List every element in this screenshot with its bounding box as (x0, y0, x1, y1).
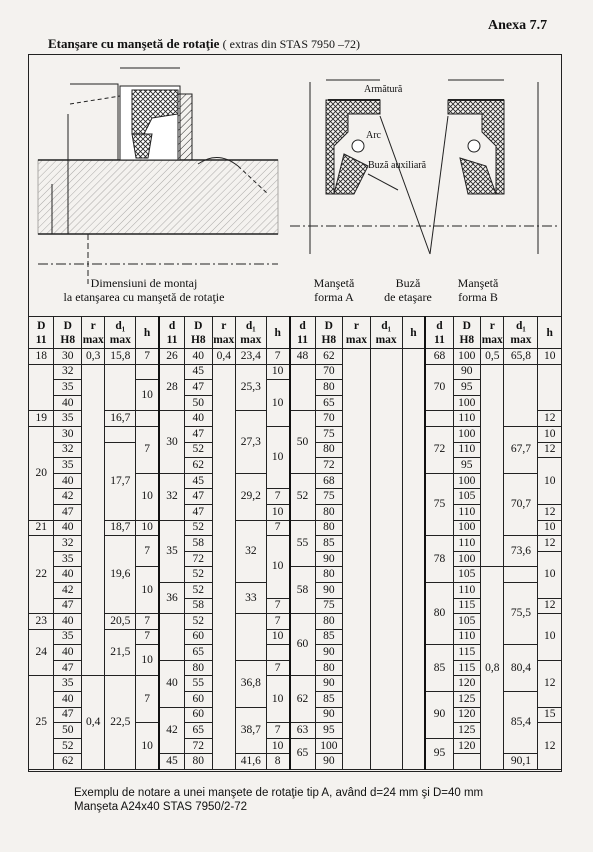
g4-DH-cell (453, 754, 481, 770)
label-arc: Arc (366, 130, 381, 141)
th-d1-4: d₁ max (504, 317, 538, 349)
title-sub: ( extras din STAS 7950 –72) (222, 37, 361, 51)
g2-h-cell: 10 (266, 536, 289, 598)
table-header (29, 317, 562, 349)
g1-r-cell (82, 364, 105, 676)
g4-d-cell (425, 411, 453, 427)
g1-h-cell: 10 (136, 645, 159, 676)
g2-DH-cell: 80 (185, 660, 213, 676)
g2-DH-cell: 60 (185, 692, 213, 708)
g1-D-cell: 19 (29, 411, 54, 427)
g2-DH-cell: 58 (185, 536, 213, 552)
g4-DH-cell: 105 (453, 489, 481, 505)
annex-label: Anexa 7.7 (488, 18, 548, 33)
g1-DH-cell: 47 (54, 660, 82, 676)
g2-r-cell: 0,4 (212, 349, 235, 365)
g1-h-cell: 7 (136, 629, 159, 645)
g4-DH-cell: 120 (453, 738, 481, 754)
g1-h-cell (136, 411, 159, 427)
g4-DH-cell: 110 (453, 411, 481, 427)
g2-d1-cell: 29,2 (235, 473, 266, 520)
g4-d1-cell: 90,1 (504, 754, 538, 770)
g3-DH-cell: 80 (315, 504, 343, 520)
g1-D-cell (29, 364, 54, 411)
g2-d1-cell: 36,8 (235, 660, 266, 707)
g2-d-cell: 40 (159, 660, 184, 707)
g2-DH-cell: 62 (185, 458, 213, 474)
g2-DH-cell: 52 (185, 567, 213, 583)
g2-h-cell: 10 (266, 380, 289, 427)
g2-DH-cell: 47 (185, 380, 213, 396)
g1-h-cell: 7 (136, 426, 159, 473)
g1-h-cell: 10 (136, 723, 159, 770)
g2-DH-cell: 50 (185, 395, 213, 411)
g4-h-cell: 12 (538, 723, 562, 770)
g2-DH-cell: 47 (185, 504, 213, 520)
g3-DH-cell: 70 (315, 411, 343, 427)
footer-line1: Exemplu de notare a unei manşete de rotaţie tip A, având d=24 mm şi D=40 mm (74, 787, 484, 799)
g3-d-cell: 58 (290, 567, 315, 614)
g3-DH-cell: 75 (315, 598, 343, 614)
g2-DH-cell: 40 (185, 349, 213, 365)
g3-DH-cell: 80 (315, 520, 343, 536)
g4-DH-cell: 110 (453, 442, 481, 458)
g3-d-cell (290, 364, 315, 411)
th-d1-3: d₁ max (370, 317, 402, 349)
g2-d-cell: 36 (159, 582, 184, 613)
g4-DH-cell: 115 (453, 598, 481, 614)
g1-d1-cell: 18,7 (105, 520, 136, 536)
g4-h-cell: 10 (538, 426, 562, 442)
g1-DH-cell: 40 (54, 692, 82, 708)
g4-DH-cell: 110 (453, 504, 481, 520)
th-h-3: h (402, 317, 425, 349)
caption-buza-line2: de etaşare (384, 290, 432, 304)
g1-d1-cell (105, 364, 136, 411)
g1-D-cell: 25 (29, 676, 54, 770)
g1-DH-cell: 35 (54, 629, 82, 645)
g3-DH-cell: 70 (315, 364, 343, 380)
g4-DH-cell: 125 (453, 723, 481, 739)
g4-DH-cell: 100 (453, 473, 481, 489)
g4-DH-cell: 105 (453, 614, 481, 630)
g3-h-cell (402, 349, 425, 770)
g3-d-cell: 55 (290, 520, 315, 567)
g2-d1-cell: 23,4 (235, 349, 266, 365)
g4-d-cell: 80 (425, 582, 453, 644)
g1-DH-cell: 52 (54, 738, 82, 754)
g3-d-cell: 60 (290, 614, 315, 676)
g4-h-cell: 12 (538, 536, 562, 552)
g1-D-cell: 22 (29, 536, 54, 614)
left-caption-line2: la etanşarea cu manşetă de rotaţie (63, 290, 225, 304)
g2-DH-cell: 55 (185, 676, 213, 692)
g1-DH-cell: 35 (54, 458, 82, 474)
g2-d1-cell: 38,7 (235, 707, 266, 754)
th-DH-3: D H8 (315, 317, 343, 349)
g1-d1-cell: 15,8 (105, 349, 136, 365)
title-main: Etanşare cu manşetă de rotaţie (48, 36, 220, 51)
g2-DH-cell: 40 (185, 411, 213, 427)
footer-note (74, 786, 483, 814)
g2-d-cell: 45 (159, 754, 184, 770)
caption-buza-line1: Buză (395, 276, 421, 290)
g1-h-cell (136, 364, 159, 380)
g1-h-cell: 7 (136, 614, 159, 630)
g4-d-cell: 70 (425, 364, 453, 411)
g2-d-cell: 26 (159, 349, 184, 365)
g4-d1-cell: 73,6 (504, 536, 538, 567)
table-body (29, 349, 562, 770)
g1-DH-cell: 40 (54, 395, 82, 411)
g4-d1-cell: 85,4 (504, 692, 538, 754)
g1-DH-cell: 40 (54, 645, 82, 661)
g2-d1-cell: 25,3 (235, 364, 266, 411)
g3-DH-cell: 68 (315, 473, 343, 489)
g4-d1-cell: 70,7 (504, 473, 538, 535)
caption-forma-a-line2: forma A (314, 290, 354, 304)
g4-h-cell (538, 364, 562, 411)
g3-DH-cell: 72 (315, 458, 343, 474)
g2-h-cell: 10 (266, 504, 289, 520)
g1-DH-cell: 30 (54, 349, 82, 365)
dimensions-table (28, 316, 562, 770)
g4-DH-cell: 120 (453, 676, 481, 692)
g2-h-cell: 10 (266, 364, 289, 380)
th-r-3: r max (343, 317, 371, 349)
g4-DH-cell: 100 (453, 395, 481, 411)
g1-r-cell: 0,4 (82, 676, 105, 770)
g2-h-cell: 7 (266, 723, 289, 739)
g3-DH-cell: 95 (315, 723, 343, 739)
g4-r-cell: 0,5 (481, 349, 504, 365)
g4-d-cell: 75 (425, 473, 453, 535)
g3-DH-cell: 100 (315, 738, 343, 754)
g4-d1-cell: 80,4 (504, 645, 538, 692)
g2-DH-cell: 45 (185, 364, 213, 380)
g4-h-cell: 12 (538, 598, 562, 614)
g2-d1-cell: 27,3 (235, 411, 266, 473)
g1-D-cell: 24 (29, 629, 54, 676)
g4-d-cell: 95 (425, 738, 453, 769)
g4-d-cell: 78 (425, 536, 453, 583)
th-DH-4: D H8 (453, 317, 481, 349)
g1-d1-cell: 17,7 (105, 442, 136, 520)
g1-DH-cell: 42 (54, 582, 82, 598)
g4-r-cell (481, 364, 504, 567)
g3-DH-cell: 90 (315, 551, 343, 567)
g2-d1-cell: 41,6 (235, 754, 266, 770)
left-caption-line1: Dimensiuni de montaj (90, 276, 198, 290)
g4-h-cell: 12 (538, 660, 562, 707)
g3-DH-cell: 80 (315, 442, 343, 458)
label-armatura: Armătură (364, 84, 403, 95)
g4-r-cell: 0,8 (481, 567, 504, 770)
g2-DH-cell: 60 (185, 629, 213, 645)
g1-DH-cell: 40 (54, 614, 82, 630)
g1-h-cell: 10 (136, 567, 159, 614)
g1-DH-cell: 62 (54, 754, 82, 770)
g1-D-cell: 18 (29, 349, 54, 365)
g4-d-cell: 90 (425, 692, 453, 739)
g2-d-cell: 30 (159, 411, 184, 473)
caption-forma-b-line2: forma B (458, 290, 498, 304)
g1-DH-cell: 47 (54, 504, 82, 520)
g3-DH-cell: 75 (315, 426, 343, 442)
g4-h-cell: 10 (538, 520, 562, 536)
page-title (48, 36, 360, 52)
th-DH-1: D H8 (54, 317, 82, 349)
g2-h-cell: 7 (266, 520, 289, 536)
g2-d-cell: 32 (159, 473, 184, 520)
th-r-2: r max (212, 317, 235, 349)
g2-DH-cell: 52 (185, 520, 213, 536)
g4-d1-cell (504, 364, 538, 426)
th-d-4: d 11 (425, 317, 453, 349)
g3-DH-cell: 85 (315, 536, 343, 552)
label-buza-aux: Buză auxiliară (368, 160, 427, 171)
g4-DH-cell: 115 (453, 660, 481, 676)
g4-DH-cell: 100 (453, 520, 481, 536)
th-r-1: r max (82, 317, 105, 349)
g3-DH-cell: 85 (315, 692, 343, 708)
g1-DH-cell: 47 (54, 598, 82, 614)
g1-d1-cell: 19,6 (105, 536, 136, 614)
g4-h-cell: 12 (538, 442, 562, 458)
g1-DH-cell: 32 (54, 536, 82, 552)
g4-h-cell: 10 (538, 551, 562, 598)
g2-DH-cell: 45 (185, 473, 213, 489)
g4-h-cell: 10 (538, 614, 562, 661)
g1-h-cell: 7 (136, 349, 159, 365)
g4-d-cell: 72 (425, 426, 453, 473)
g4-h-cell: 10 (538, 349, 562, 365)
g1-DH-cell: 30 (54, 426, 82, 442)
g4-d-cell: 68 (425, 349, 453, 365)
g1-D-cell: 23 (29, 614, 54, 630)
g4-d-cell: 85 (425, 645, 453, 692)
g1-DH-cell: 35 (54, 551, 82, 567)
th-D-1: D 11 (29, 317, 54, 349)
g3-DH-cell: 80 (315, 614, 343, 630)
g2-DH-cell: 47 (185, 489, 213, 505)
g2-DH-cell: 72 (185, 738, 213, 754)
g2-h-cell: 10 (266, 426, 289, 488)
footer-line2: Manşeta A24x40 STAS 7950/2-72 (74, 801, 248, 813)
g2-d-cell: 35 (159, 520, 184, 582)
g3-DH-cell: 80 (315, 660, 343, 676)
g3-DH-cell: 90 (315, 676, 343, 692)
g1-DH-cell: 35 (54, 411, 82, 427)
g3-d1-cell (370, 349, 402, 770)
th-h-2: h (266, 317, 289, 349)
g4-DH-cell: 110 (453, 536, 481, 552)
g4-d1-cell: 67,7 (504, 426, 538, 473)
g1-h-cell: 7 (136, 536, 159, 567)
table-row (29, 364, 562, 380)
g2-d-cell: 42 (159, 707, 184, 754)
g2-d1-cell (235, 614, 266, 661)
g4-h-cell: 12 (538, 504, 562, 520)
g1-h-cell: 10 (136, 473, 159, 520)
th-d1-1: d₁ max (105, 317, 136, 349)
g1-d1-cell: 22,5 (105, 676, 136, 770)
g1-DH-cell: 50 (54, 723, 82, 739)
g3-DH-cell: 80 (315, 567, 343, 583)
g2-h-cell: 7 (266, 660, 289, 676)
g1-DH-cell: 32 (54, 364, 82, 380)
g2-h-cell: 7 (266, 598, 289, 614)
g4-DH-cell: 105 (453, 567, 481, 583)
g2-h-cell: 10 (266, 629, 289, 645)
g3-DH-cell: 90 (315, 707, 343, 723)
g2-h-cell: 8 (266, 754, 289, 770)
th-h-4: h (538, 317, 562, 349)
g3-DH-cell: 80 (315, 380, 343, 396)
g1-DH-cell: 32 (54, 442, 82, 458)
g2-DH-cell: 47 (185, 426, 213, 442)
th-d-3: d 11 (290, 317, 315, 349)
g4-h-cell: 15 (538, 707, 562, 723)
g1-D-cell: 21 (29, 520, 54, 536)
caption-forma-b (440, 276, 516, 304)
g2-h-cell: 10 (266, 676, 289, 723)
left-caption (62, 276, 226, 304)
g3-DH-cell: 62 (315, 349, 343, 365)
g2-DH-cell: 72 (185, 551, 213, 567)
g1-DH-cell: 40 (54, 473, 82, 489)
g3-DH-cell: 90 (315, 754, 343, 770)
g4-DH-cell: 100 (453, 349, 481, 365)
g3-d-cell: 63 (290, 723, 315, 739)
g4-DH-cell: 120 (453, 707, 481, 723)
g4-d1-cell: 75,5 (504, 582, 538, 644)
th-d1-2: d₁ max (235, 317, 266, 349)
g2-h-cell: 10 (266, 738, 289, 754)
caption-forma-a (300, 276, 368, 304)
g4-DH-cell: 95 (453, 458, 481, 474)
g4-d1-cell: 65,8 (504, 349, 538, 365)
th-r-4: r max (481, 317, 504, 349)
g2-h-cell: 7 (266, 614, 289, 630)
g2-h-cell: 7 (266, 489, 289, 505)
g4-DH-cell: 110 (453, 582, 481, 598)
g3-d-cell: 62 (290, 676, 315, 723)
g2-DH-cell: 65 (185, 645, 213, 661)
g3-d-cell: 50 (290, 411, 315, 473)
g1-h-cell: 7 (136, 676, 159, 723)
g1-h-cell: 10 (136, 380, 159, 411)
caption-buza (372, 276, 444, 304)
g4-DH-cell: 125 (453, 692, 481, 708)
g3-DH-cell: 75 (315, 489, 343, 505)
table-row (29, 349, 562, 365)
g1-d1-cell: 16,7 (105, 411, 136, 427)
g3-d-cell: 65 (290, 738, 315, 769)
g3-d-cell: 48 (290, 349, 315, 365)
g2-r-cell (212, 364, 235, 769)
th-h-1: h (136, 317, 159, 349)
g3-d-cell: 52 (290, 473, 315, 520)
g1-d1-cell: 21,5 (105, 629, 136, 676)
g1-r-cell: 0,3 (82, 349, 105, 365)
mounting-view (38, 68, 278, 284)
g2-d-cell (159, 614, 184, 661)
g2-d1-cell: 33 (235, 582, 266, 613)
g2-DH-cell: 80 (185, 754, 213, 770)
g1-h-cell: 10 (136, 520, 159, 536)
g1-DH-cell: 40 (54, 567, 82, 583)
g2-DH-cell: 52 (185, 614, 213, 630)
caption-forma-a-line1: Manşetă (313, 276, 355, 290)
g3-DH-cell: 90 (315, 582, 343, 598)
g4-DH-cell: 110 (453, 629, 481, 645)
g4-h-cell: 12 (538, 411, 562, 427)
g4-DH-cell: 90 (453, 364, 481, 380)
g1-DH-cell: 42 (54, 489, 82, 505)
g3-DH-cell: 65 (315, 395, 343, 411)
g1-DH-cell: 35 (54, 676, 82, 692)
g3-DH-cell: 85 (315, 629, 343, 645)
g3-DH-cell: 90 (315, 645, 343, 661)
g2-DH-cell: 52 (185, 442, 213, 458)
g4-h-cell: 10 (538, 458, 562, 505)
g2-DH-cell: 65 (185, 723, 213, 739)
g4-DH-cell: 115 (453, 645, 481, 661)
g2-h-cell: 7 (266, 349, 289, 365)
caption-forma-b-line1: Manşetă (457, 276, 499, 290)
g2-DH-cell: 60 (185, 707, 213, 723)
g1-D-cell: 20 (29, 426, 54, 520)
g4-DH-cell: 100 (453, 551, 481, 567)
g1-d1-cell (105, 426, 136, 442)
g1-DH-cell: 47 (54, 707, 82, 723)
th-DH-2: D H8 (185, 317, 213, 349)
g4-DH-cell: 100 (453, 426, 481, 442)
g3-r-cell (343, 349, 371, 770)
th-d-2: d 11 (159, 317, 184, 349)
g1-DH-cell: 40 (54, 520, 82, 536)
g2-d-cell: 28 (159, 364, 184, 411)
g2-h-cell (266, 645, 289, 661)
g1-DH-cell: 35 (54, 380, 82, 396)
g2-DH-cell: 58 (185, 598, 213, 614)
g2-DH-cell: 52 (185, 582, 213, 598)
g4-DH-cell: 95 (453, 380, 481, 396)
g1-d1-cell: 20,5 (105, 614, 136, 630)
g4-d1-cell (504, 567, 538, 583)
g2-d1-cell: 32 (235, 520, 266, 582)
